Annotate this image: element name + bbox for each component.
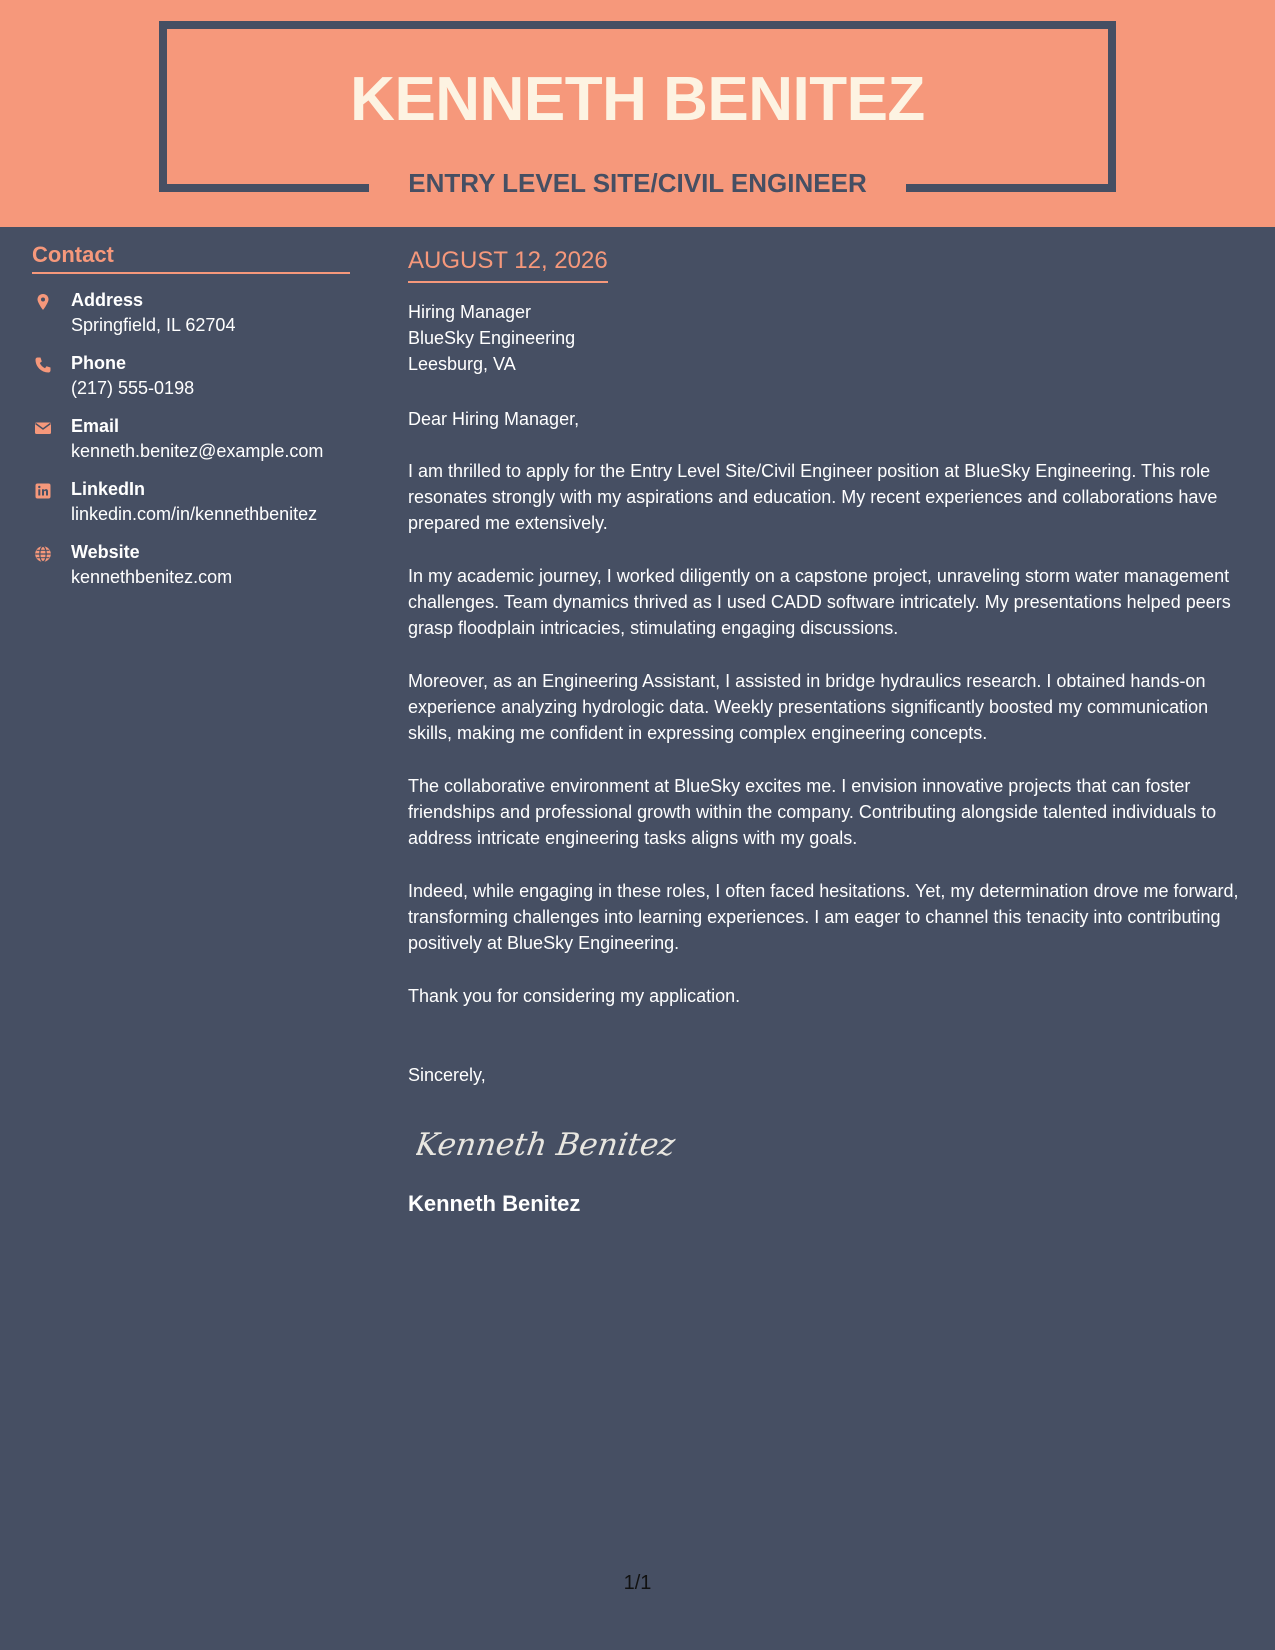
contact-value[interactable]: kenneth.benitez@example.com xyxy=(71,441,324,461)
contact-item-email xyxy=(32,414,350,464)
header-frame xyxy=(906,184,1116,192)
contact-item-address xyxy=(32,288,350,338)
envelope-icon xyxy=(34,419,52,437)
contact-label: Website xyxy=(71,542,140,562)
date-block xyxy=(408,245,608,283)
globe-icon xyxy=(34,545,52,563)
letter-paragraph: I am thrilled to apply for the Entry Level Site/Civil Engineer position at BlueSky Engineering. This role resonates strongly with my aspirations and education. My recent experiences and collaborations have prepared me extensively. xyxy=(408,461,1218,533)
header-frame xyxy=(159,21,167,192)
letter-paragraph: The collaborative environment at BlueSky excites me. I envision innovative projects that can foster friendships and professional growth within the company. Contributing alongside talented individuals to address intricate engineering tasks aligns with my goals. xyxy=(408,776,1217,848)
applicant-name: KENNETH BENITEZ xyxy=(350,65,925,134)
header-banner xyxy=(0,0,1275,227)
contact-value: Springfield, IL 62704 xyxy=(71,315,236,335)
recipient-company: BlueSky Engineering xyxy=(408,328,576,348)
letter-paragraph: Indeed, while engaging in these roles, I often faced hesitations. Yet, my determination drove me forward, transforming challenges into learning experiences. I am eager to channel this tenacity into contributing positively at BlueSky Engineering. xyxy=(408,881,1239,953)
signed-name: Kenneth Benitez xyxy=(408,1191,581,1216)
contact-label: Phone xyxy=(71,353,127,373)
salutation: Dear Hiring Manager, xyxy=(408,409,580,429)
contact-value: (217) 555-0198 xyxy=(71,378,195,398)
phone-icon xyxy=(34,356,52,374)
contact-item-phone xyxy=(32,351,350,401)
closing: Sincerely, xyxy=(408,1065,486,1085)
header-frame xyxy=(159,184,369,192)
job-title: ENTRY LEVEL SITE/CIVIL ENGINEER xyxy=(408,168,867,198)
contact-item-website xyxy=(32,540,350,590)
page-number: 1/1 xyxy=(623,1572,652,1594)
contact-heading: Contact xyxy=(32,240,350,274)
map-pin-icon xyxy=(34,293,52,311)
recipient-location: Leesburg, VA xyxy=(408,354,516,374)
signature-text: Kenneth Benitez xyxy=(416,1127,676,1163)
recipient-block xyxy=(408,299,1253,377)
contact-label: Address xyxy=(71,290,144,310)
letter-body xyxy=(408,245,1253,1219)
handwritten-signature xyxy=(416,1113,676,1173)
contact-value[interactable]: kennethbenitez.com xyxy=(71,567,233,587)
letter-paragraph: Moreover, as an Engineering Assistant, I assisted in bridge hydraulics research. I obtained hands-on experience analyzing hydrologic data. Weekly presentations significantly boosted my communication skills, making me confident in expressing complex engineering concepts. xyxy=(408,671,1209,743)
contact-label: LinkedIn xyxy=(71,479,146,499)
contact-item-linkedin xyxy=(32,477,350,527)
recipient-name: Hiring Manager xyxy=(408,302,532,322)
letter-paragraph: In my academic journey, I worked diligently on a capstone project, unraveling storm water management challenges. Team dynamics thrived as I used CADD software intricately. My presentations helped peers grasp floodplain intricacies, stimulating engaging discussions. xyxy=(408,566,1231,638)
contact-value[interactable]: linkedin.com/in/kennethbenitez xyxy=(71,504,318,524)
letter-paragraph: Thank you for considering my application. xyxy=(408,986,741,1006)
letter-date: AUGUST 12, 2026 xyxy=(408,247,608,274)
contact-sidebar xyxy=(32,240,350,590)
linkedin-icon xyxy=(34,482,52,500)
header-frame xyxy=(159,21,1116,29)
contact-label: Email xyxy=(71,416,120,436)
header-frame xyxy=(1108,21,1116,192)
